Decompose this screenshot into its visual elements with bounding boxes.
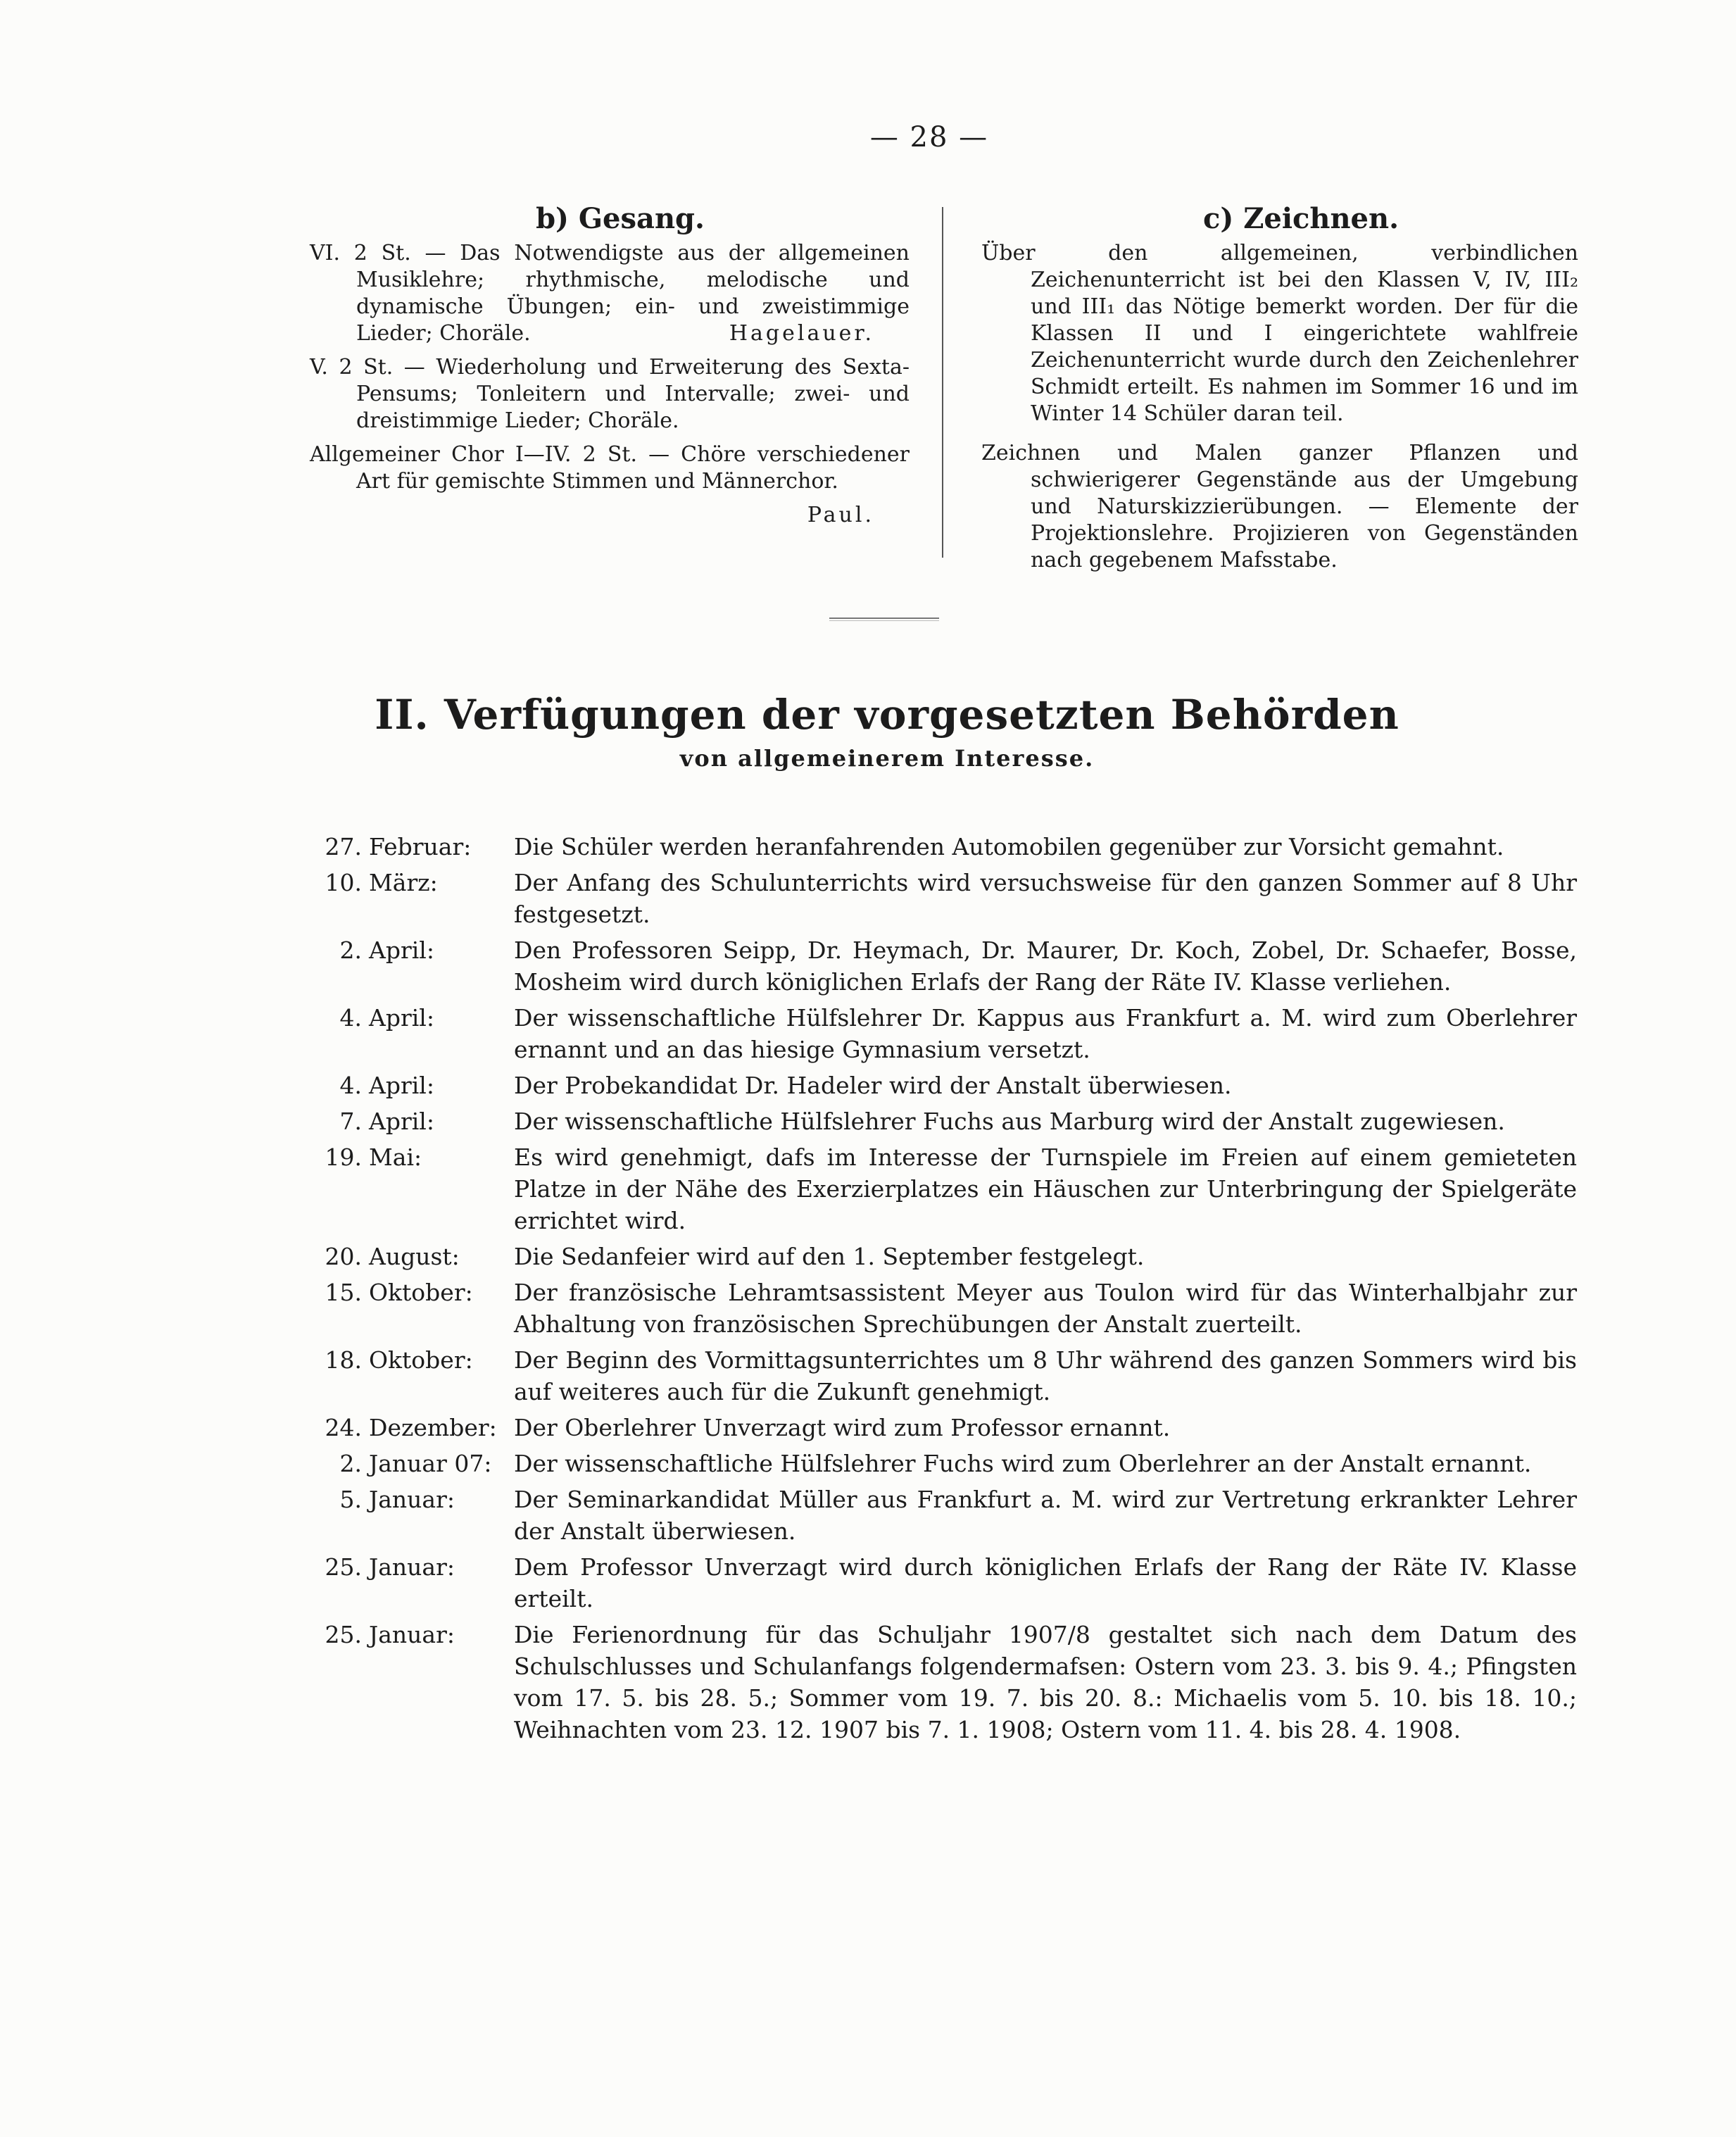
decree-day: 18.	[325, 1346, 362, 1374]
decree-entry	[310, 934, 1577, 998]
decree-entry	[310, 1344, 1577, 1408]
decree-date	[310, 1105, 514, 1137]
decree-day: 5.	[339, 1486, 362, 1513]
signature-hagelauer: Hagelauer.	[729, 321, 874, 346]
decree-date	[310, 867, 514, 930]
paragraph-quinta: V. 2 St. — Wiederholung und Erweiterung des Sexta-Pensums; Tonleitern und Intervalle; zwei- und dreistimmige Lieder; Choräle.	[310, 355, 910, 433]
decree-month: April:	[369, 1072, 434, 1099]
paragraph-sexta: VI. 2 St. — Das Notwendigste aus der allgemeinen Musiklehre; rhythmische, melodische und dynamische Übungen; ein- und zweistimmige Lieder; Choräle.	[310, 241, 910, 346]
decree-text: Der Anfang des Schulunterrichts wird versuchsweise für den ganzen Sommer auf 8 Uhr festgesetzt.	[514, 869, 1577, 928]
decree-month: Oktober:	[369, 1346, 473, 1374]
decrees-list	[310, 831, 1577, 1750]
decree-date	[310, 1412, 514, 1443]
decree-entry	[310, 867, 1577, 930]
decree-text: Der Seminarkandidat Müller aus Frankfurt a. M. wird zur Vertretung erkrankter Lehrer der Anstalt überwiesen.	[514, 1486, 1577, 1545]
decree-text: Den Professoren Seipp, Dr. Heymach, Dr. Maurer, Dr. Koch, Zobel, Dr. Schaefer, Bosse, Mosheim wird durch königlichen Erlafs der Rang der Räte IV. Klasse verliehen.	[514, 936, 1577, 996]
decree-day: 20.	[325, 1243, 362, 1270]
paragraph-zeichnen-malen: Zeichnen und Malen ganzer Pflanzen und schwierigerer Gegenstände aus der Umgebung und Naturskizzierübungen. — Elemente der Projektionslehre. Projizieren von Gegenständen nach gegebenem Mafsstabe.	[981, 441, 1578, 572]
decree-entry	[310, 831, 1577, 863]
decree-entry	[310, 1619, 1577, 1746]
decree-day: 15.	[325, 1279, 362, 1306]
decree-text: Der Oberlehrer Unverzagt wird zum Professor ernannt.	[514, 1414, 1171, 1441]
signature-paul: Paul.	[807, 503, 874, 527]
decree-text: Die Schüler werden heranfahrenden Automobilen gegenüber zur Vorsicht gemahnt.	[514, 833, 1504, 860]
decree-date	[310, 1277, 514, 1340]
decree-month: April:	[369, 936, 434, 964]
decree-month: Dezember:	[369, 1414, 497, 1441]
decree-day: 2.	[339, 936, 362, 964]
decree-entry	[310, 1105, 1577, 1137]
decree-month: Januar:	[369, 1486, 455, 1513]
decree-day: 4.	[339, 1004, 362, 1032]
decree-month: August:	[369, 1243, 460, 1270]
decree-date	[310, 1141, 514, 1236]
right-column	[981, 201, 1578, 587]
decree-date	[310, 934, 514, 998]
decree-text: Der wissenschaftliche Hülfslehrer Dr. Kappus aus Frankfurt a. M. wird zum Oberlehrer ernannt und an das hiesige Gymnasium versetzt.	[514, 1004, 1577, 1063]
page-number: — 28 —	[869, 121, 989, 153]
section-title: II. Verfügungen der vorgesetzten Behörden	[375, 691, 1400, 739]
decree-day: 25.	[325, 1621, 362, 1648]
decree-day: 10.	[325, 869, 362, 896]
decree-entry	[310, 1141, 1577, 1236]
paragraph-chor: Allgemeiner Chor I—IV. 2 St. — Chöre verschiedener Art für gemischte Stimmen und Männerchor.	[310, 442, 910, 494]
decree-month: April:	[369, 1108, 434, 1135]
decree-entry	[310, 1412, 1577, 1443]
decree-month: Januar:	[369, 1621, 455, 1648]
decree-text: Der wissenschaftliche Hülfslehrer Fuchs wird zum Oberlehrer an der Anstalt ernannt.	[514, 1450, 1532, 1477]
decree-date	[310, 1241, 514, 1272]
decree-entry	[310, 1448, 1577, 1479]
decree-date	[310, 1448, 514, 1479]
decree-text: Es wird genehmigt, dafs im Interesse der Turnspiele im Freien auf einem gemieteten Platze in der Nähe des Exerzierplatzes ein Häuschen zur Unterbringung der Spielgeräte errichtet wird.	[514, 1143, 1577, 1234]
decree-text: Die Ferienordnung für das Schuljahr 1907/8 gestaltet sich nach dem Datum des Schulschlusses und Schulanfangs folgendermafsen: Ostern vom 23. 3. bis 9. 4.; Pfingsten vom 17. 5. bis 28. 5.; Sommer vom 19. 7. bis 20. 8.: Michaelis vom 5. 10. bis 18. 10.; Weihnachten vom 23. 12. 1907 bis 7. 1. 1908; Ostern vom 11. 4. bis 28. 4. 1908.	[514, 1621, 1577, 1743]
decree-text: Der französische Lehramtsassistent Meyer aus Toulon wird für das Winterhalbjahr zur Abhaltung von französischen Sprechübungen der Anstalt zuerteilt.	[514, 1279, 1577, 1338]
decree-day: 2.	[339, 1450, 362, 1477]
decree-entry	[310, 1484, 1577, 1547]
decree-month: Oktober:	[369, 1279, 473, 1306]
section-heading-gesang: b) Gesang.	[536, 202, 705, 235]
decree-date	[310, 1551, 514, 1615]
decree-text: Der wissenschaftliche Hülfslehrer Fuchs aus Marburg wird der Anstalt zugewiesen.	[514, 1108, 1505, 1135]
decree-date	[310, 1344, 514, 1408]
decree-day: 27.	[325, 833, 362, 860]
section-subtitle: von allgemeinerem Interesse.	[679, 745, 1095, 772]
decree-entry	[310, 1070, 1577, 1101]
section-divider	[829, 618, 939, 621]
decree-text: Dem Professor Unverzagt wird durch königlichen Erlafs der Rang der Räte IV. Klasse erteilt.	[514, 1553, 1577, 1612]
decree-month: Mai:	[369, 1143, 422, 1171]
decree-day: 7.	[339, 1108, 362, 1135]
decree-entry	[310, 1551, 1577, 1615]
decree-day: 19.	[325, 1143, 362, 1171]
decree-entry	[310, 1241, 1577, 1272]
decree-month: Februar:	[369, 833, 472, 860]
section-heading-zeichnen: c) Zeichnen.	[1202, 202, 1400, 235]
decree-date	[310, 831, 514, 863]
decree-text: Der Beginn des Vormittagsunterrichtes um 8 Uhr während des ganzen Sommers wird bis auf weiteres auch für die Zukunft genehmigt.	[514, 1346, 1577, 1405]
decree-day: 25.	[325, 1553, 362, 1581]
left-column	[310, 201, 910, 529]
paragraph-zeichenunterricht: Über den allgemeinen, verbindlichen Zeichenunterricht ist bei den Klassen V, IV, III₂ und III₁ das Nötige bemerkt worden. Der für die Klassen II und I eingerichtete wahlfreie Zeichenunterricht wurde durch den Zeichenlehrer Schmidt erteilt. Es nahmen im Sommer 16 und im Winter 14 Schüler daran teil.	[981, 241, 1578, 426]
decree-day: 24.	[325, 1414, 362, 1441]
decree-date	[310, 1070, 514, 1101]
decree-date	[310, 1002, 514, 1065]
decree-text: Der Probekandidat Dr. Hadeler wird der Anstalt überwiesen.	[514, 1072, 1232, 1099]
decree-date	[310, 1484, 514, 1547]
decree-entry	[310, 1277, 1577, 1340]
decree-date	[310, 1619, 514, 1746]
decree-month: Januar 07:	[369, 1450, 492, 1477]
decree-month: Januar:	[369, 1553, 455, 1581]
decree-day: 4.	[339, 1072, 362, 1099]
decree-month: April:	[369, 1004, 434, 1032]
column-divider	[942, 207, 943, 558]
decree-text: Die Sedanfeier wird auf den 1. September festgelegt.	[514, 1243, 1145, 1270]
decree-month: März:	[369, 869, 438, 896]
decree-entry	[310, 1002, 1577, 1065]
